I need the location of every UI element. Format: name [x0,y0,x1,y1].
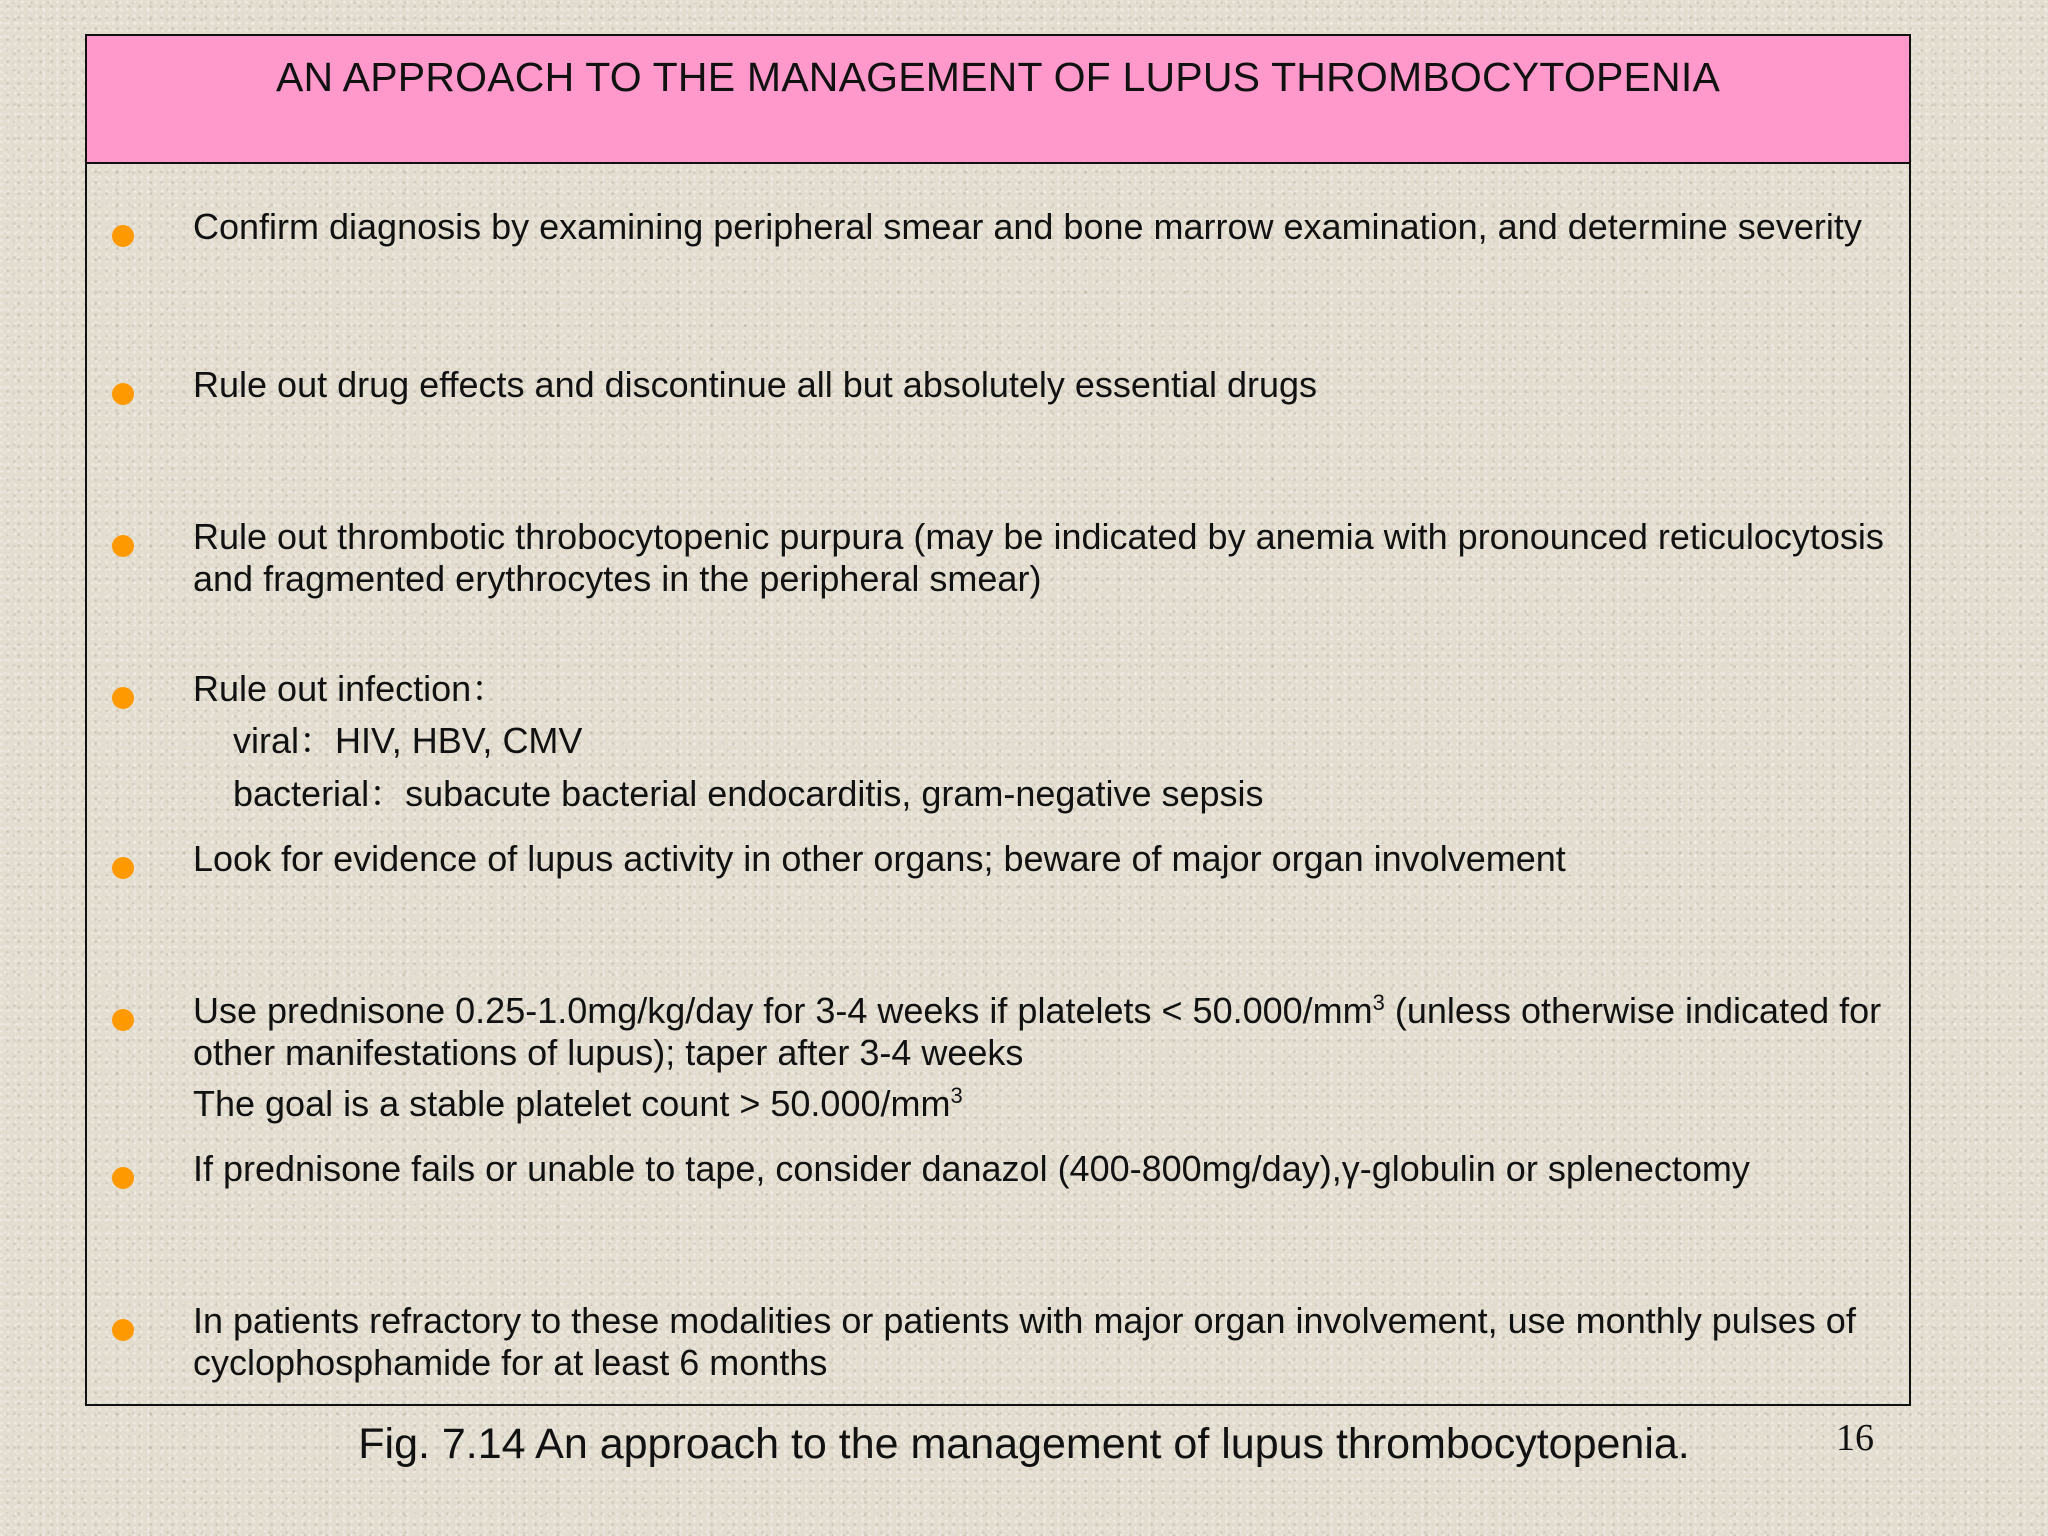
bullet-icon [112,225,134,247]
header-box [87,36,1909,164]
bullet-icon [112,687,134,709]
superscript: 3 [1372,990,1385,1015]
item-subtext: viral：HIV, HBV, CMV [233,720,583,761]
bullet-icon [112,1167,134,1189]
item-text: Rule out thrombotic throbocytopenic purpura (may be indicated by anemia with pronounced reticulocytosis and fragmented erythrocytes in the peripheral smear) [193,516,1884,599]
diagram-frame [85,34,1911,1406]
bullet-icon [112,1319,134,1341]
superscript: 3 [950,1083,963,1108]
page-title: AN APPROACH TO THE MANAGEMENT OF LUPUS THROMBOCYTOPENIA [276,54,1720,100]
item-text-part: (unless otherwise indicated for other manifestations of lupus); taper after 3-4 weeks [193,990,1882,1073]
bullet-icon [112,535,134,557]
item-text: Rule out infection： [193,668,508,709]
item-text-part: The goal is a stable platelet count > 50.000/mm [193,1083,951,1124]
item-text [193,990,1889,1074]
bullet-icon [112,857,134,879]
page-number: 16 [1836,1417,1874,1459]
item-subtext: bacterial：subacute bacterial endocarditis, gram-negative sepsis [233,773,1264,814]
item-text-part: Use prednisone 0.25-1.0mg/kg/day for 3-4 weeks if platelets < 50.000/mm [193,990,1373,1031]
bullet-icon [112,383,134,405]
item-goal-text [193,1083,1889,1125]
figure-caption: Fig. 7.14 An approach to the management of lupus thrombocytopenia. [358,1420,1690,1468]
bullet-icon [112,1009,134,1031]
item-text: If prednisone fails or unable to tape, consider danazol (400-800mg/day),γ-globulin or splenectomy [193,1148,1750,1189]
item-text: Rule out drug effects and discontinue all but absolutely essential drugs [193,364,1318,405]
item-text: Confirm diagnosis by examining peripheral smear and bone marrow examination, and determine severity [193,206,1862,247]
item-text: Look for evidence of lupus activity in other organs; beware of major organ involvement [193,838,1566,879]
item-text: In patients refractory to these modalities or patients with major organ involvement, use monthly pulses of cyclophosphamide for at least 6 months [193,1300,1856,1383]
